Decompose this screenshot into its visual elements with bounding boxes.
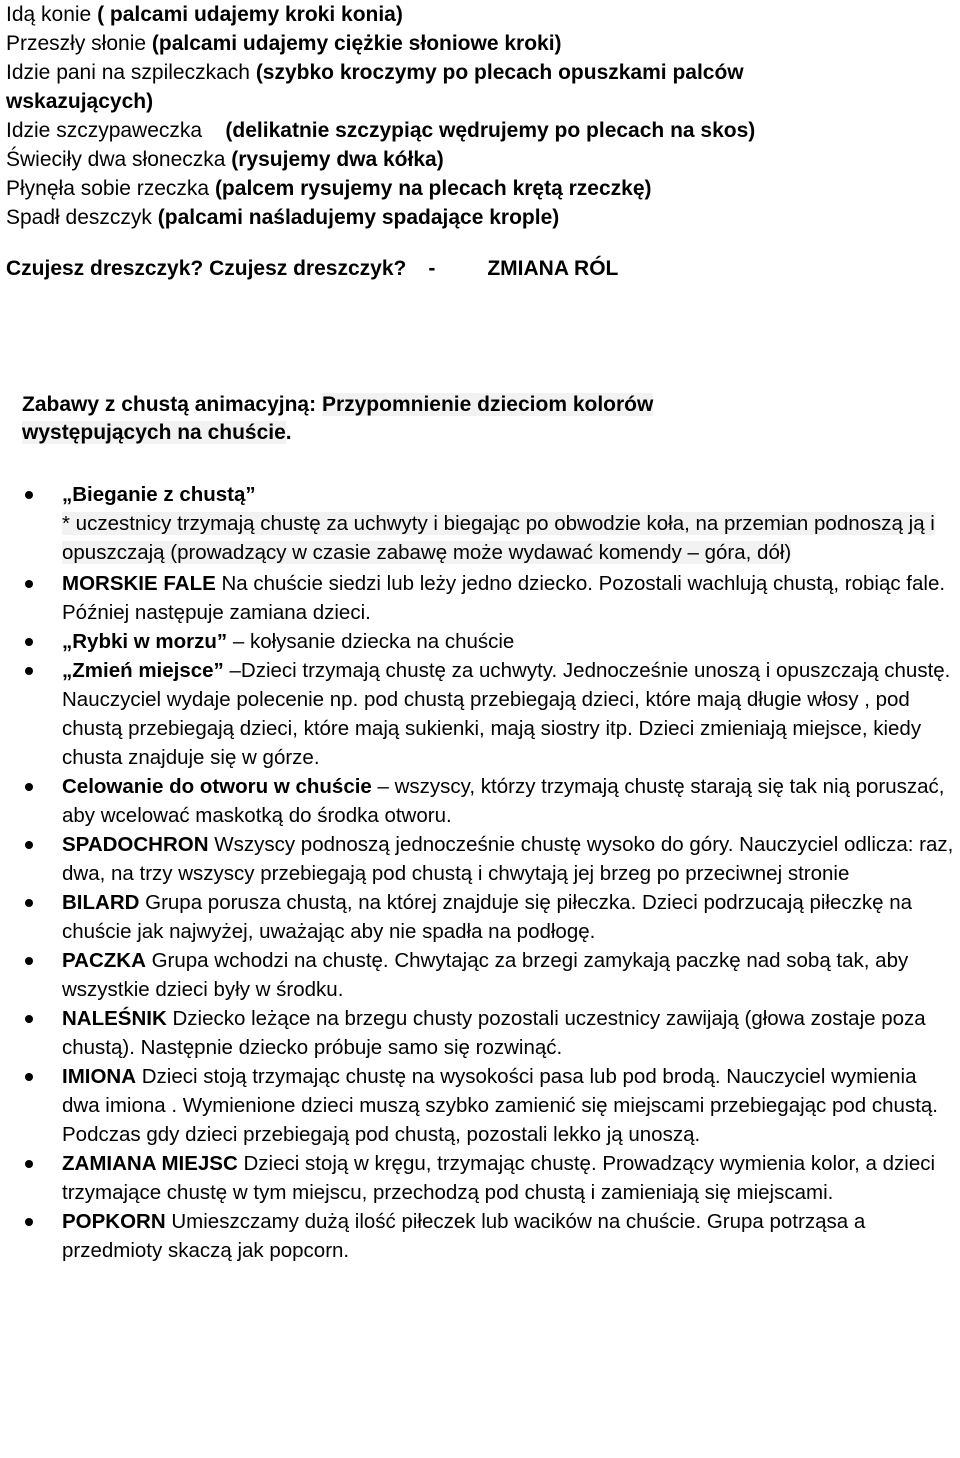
rhyme-line (6, 29, 956, 58)
list-item (0, 656, 960, 772)
role-change-label: ZMIANA RÓL (487, 257, 619, 280)
rhyme-instruction: (delikatnie szczypiąc wędrujemy po plecach na skos) (225, 119, 756, 142)
rhyme-instruction: ( palcami udajemy kroki konia) (97, 3, 403, 26)
rhyme-instruction: wskazujących) (6, 90, 154, 113)
game-title: ZAMIANA MIEJSC (62, 1152, 238, 1175)
rhyme-line (6, 0, 956, 29)
game-title: Celowanie do otworu w chuście (62, 775, 372, 798)
list-item (0, 772, 960, 830)
game-title: IMIONA (62, 1065, 137, 1088)
game-description: Umieszczamy dużą ilość piłeczek lub wacików na chuście. Grupa potrząsa a przedmioty skaczą jak popcorn. (62, 1210, 866, 1262)
list-item (0, 1004, 960, 1062)
bullet-icon (25, 899, 33, 907)
rhyme-instruction: (palcami naśladujemy spadające krople) (157, 206, 560, 229)
bullet-icon (25, 667, 33, 675)
bullet-icon (25, 580, 33, 588)
bullet-icon (25, 841, 33, 849)
heading-period: . (285, 421, 292, 444)
rhyme-line (6, 203, 956, 232)
game-title: POPKORN (62, 1210, 166, 1233)
rhyme-line (6, 87, 956, 116)
rhyme-instruction: (palcem rysujemy na plecach krętą rzeczkę) (214, 177, 652, 200)
bullet-icon (25, 1073, 33, 1081)
game-description: Grupa wchodzi na chustę. Chwytając za brzegi zamykają paczkę nad sobą tak, aby wszystkie dzieci były w środku. (62, 949, 909, 1001)
game-title: „Zmień miejsce” (62, 659, 224, 682)
list-item (0, 1062, 960, 1149)
game-title: „Bieganie z chustą” (62, 483, 256, 506)
games-list (0, 480, 960, 1265)
game-title: PACZKA (62, 949, 146, 972)
bullet-icon (25, 1218, 33, 1226)
rhyme-text: Idzie pani na szpileczkach (6, 61, 256, 84)
rhyme-line (6, 174, 956, 203)
rhyme-block (6, 0, 956, 232)
bullet-icon (25, 638, 33, 646)
game-description: Grupa porusza chustą, na której znajduje się piłeczka. Dzieci podrzucają piłeczkę na chuście jak najwyżej, uważając aby nie spadła na podłogę. (62, 891, 913, 943)
game-title: BILARD (62, 891, 140, 914)
rhyme-line (6, 58, 956, 87)
game-description: – kołysanie dziecka na chuście (227, 630, 515, 653)
bullet-icon (25, 957, 33, 965)
bullet-icon (25, 783, 33, 791)
game-description: – wszyscy, którzy trzymają chustę starają się tak nią poruszać, aby wcelować maskotką do środka otworu. (62, 775, 945, 827)
game-description: –Dzieci trzymają chustę za uchwyty. Jednocześnie unoszą i opuszczają chustę. Nauczyciel wydaje polecenie np. pod chustą przebiegają dzieci, które mają długie włosy , pod chustą przebiegają dzieci, które mają sukienki, mają siostry itp. Dzieci zmieniają miejsce, kiedy chusta znajduje się w górze. (62, 659, 951, 769)
bullet-icon (25, 1015, 33, 1023)
game-title: SPADOCHRON (62, 833, 209, 856)
rhyme-text: Idą konie (6, 3, 98, 26)
heading-title: Zabawy z chustą animacyjną: (22, 393, 322, 416)
game-description: Dzieci stoją w kręgu, trzymając chustę. Prowadzący wymienia kolor, a dzieci trzymające chustę w tym miejscu, przechodzą pod chustą i zamieniają się miejscami. (62, 1152, 936, 1204)
heading-subtitle: Przypomnienie dzieciom kolorów (321, 393, 654, 416)
rhyme-text: Spadł deszczyk (6, 206, 158, 229)
list-item (0, 888, 960, 946)
game-title: MORSKIE FALE (62, 572, 216, 595)
game-description: Na chuście siedzi lub leży jedno dziecko. Pozostali wachlują chustą, robiąc fale. Później następuje zamiana dzieci. (62, 572, 946, 624)
rhyme-ending (6, 257, 618, 281)
rhyme-instruction: (szybko kroczymy po plecach opuszkami palców (255, 61, 744, 84)
bullet-icon (25, 491, 33, 499)
game-description: * uczestnicy trzymają chustę za uchwyty i biegając po obwodzie koła, na przemian podnoszą ją i opuszczają (prowadzący w czasie zabawę może wydawać komendy – góra, dół) (62, 512, 935, 564)
game-description: Wszyscy podnoszą jednocześnie chustę wysoko do góry. Nauczyciel odlicza: raz, dwa, na trzy wszyscy przebiegają pod chustą i chwytają jej brzeg po przeciwnej stronie (62, 833, 954, 885)
section-heading (22, 391, 922, 447)
list-item (0, 1207, 960, 1265)
list-item (0, 946, 960, 1004)
rhyme-text: Świeciły dwa słoneczka (6, 148, 232, 171)
list-item (0, 830, 960, 888)
game-title: NALEŚNIK (62, 1007, 167, 1030)
game-title: „Rybki w morzu” (62, 630, 228, 653)
rhyme-text: Płynęła sobie rzeczka (6, 177, 215, 200)
rhyme-instruction: (rysujemy dwa kółka) (231, 148, 444, 171)
game-description: Dzieci stoją trzymając chustę na wysokości pasa lub pod brodą. Nauczyciel wymienia dwa imiona . Wymienione dzieci muszą szybko zamienić się miejscami przebiegając pod chustą. Podczas gdy dzieci przebiegają pod chustą, pozostali lekko ją unoszą. (62, 1065, 938, 1146)
heading-subtitle-cont: występujących na chuście (22, 421, 286, 444)
bullet-icon (25, 1160, 33, 1168)
rhyme-line (6, 145, 956, 174)
rhyme-ending-text: Czujesz dreszczyk? Czujesz dreszczyk? (6, 257, 407, 280)
game-description: Dziecko leżące na brzegu chusty pozostali uczestnicy zawijają (głowa zostaje poza chustą). Następnie dziecko próbuje samo się rozwinąć. (62, 1007, 926, 1059)
rhyme-line (6, 116, 956, 145)
list-item (0, 627, 960, 656)
rhyme-ending-separator: - (428, 257, 436, 280)
list-item (0, 1149, 960, 1207)
rhyme-instruction: (palcami udajemy ciężkie słoniowe kroki) (151, 32, 562, 55)
rhyme-text: Idzie szczypaweczka (6, 119, 226, 142)
list-item (0, 480, 960, 567)
list-item (0, 569, 960, 627)
rhyme-text: Przeszły słonie (6, 32, 152, 55)
